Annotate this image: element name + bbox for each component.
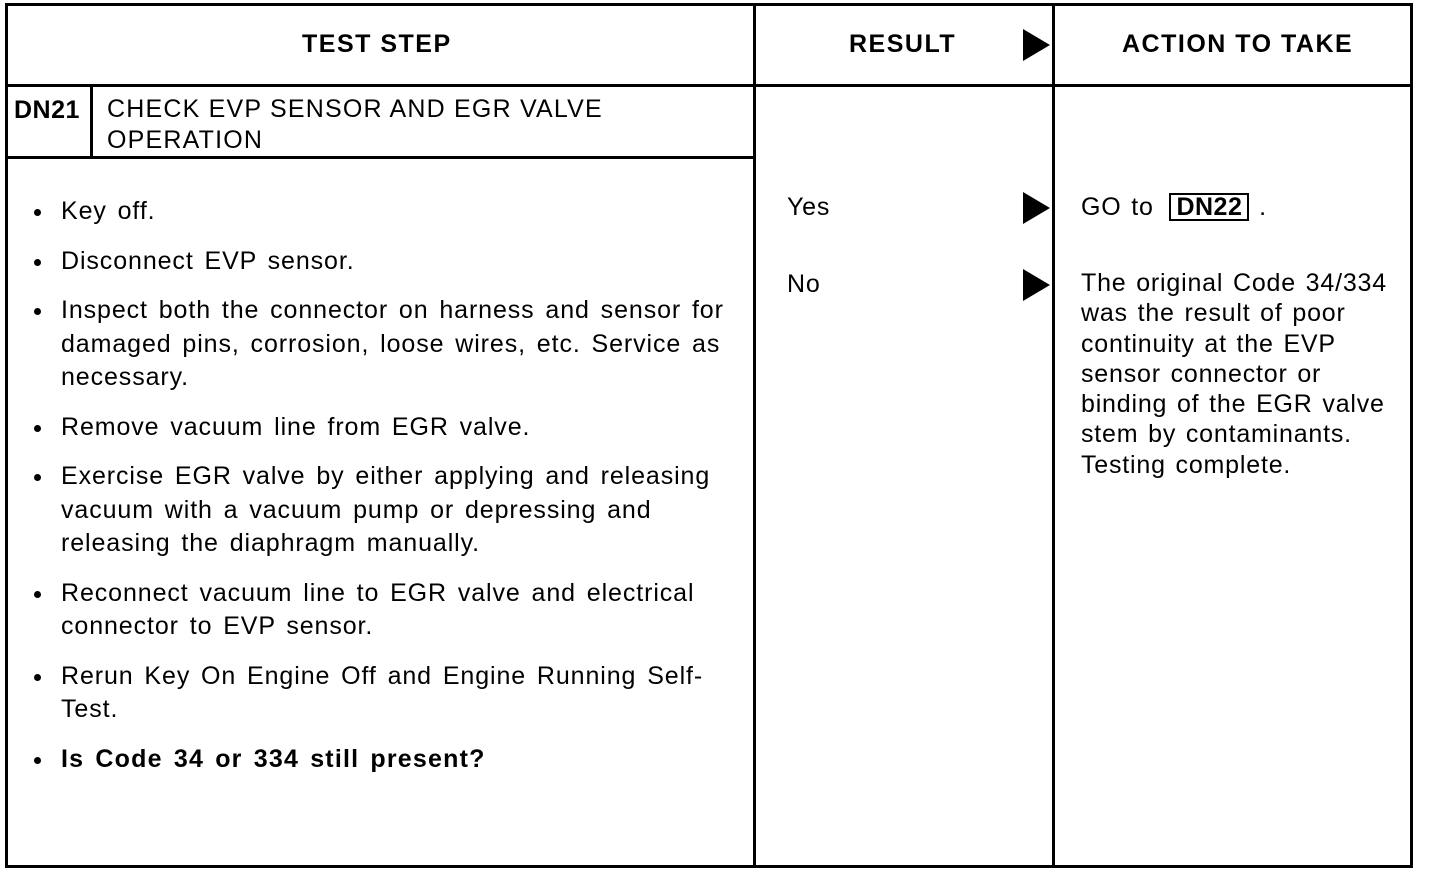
step-title: CHECK EVP SENSOR AND EGR VALVE OPERATION bbox=[107, 95, 603, 154]
list-item: Reconnect vacuum line to EGR valve and electrical connector to EVP sensor. bbox=[30, 577, 730, 644]
header-result: RESULT bbox=[849, 30, 957, 58]
list-item: Key off. bbox=[30, 195, 730, 229]
step-id-divider bbox=[90, 84, 93, 159]
result-yes: Yes bbox=[787, 193, 831, 221]
action-no: The original Code 34/334 was the result of poor continuity at the EVP sensor connector or binding of the EGR valve stem by contaminants. Testing complete. bbox=[1081, 269, 1387, 479]
header-action: ACTION TO TAKE bbox=[1122, 30, 1354, 58]
list-item: Inspect both the connector on harness and sensor for damaged pins, corrosion, loose wires, etc. Service as necessary. bbox=[30, 294, 730, 395]
header-arrow-icon bbox=[1023, 29, 1050, 61]
result-no: No bbox=[787, 270, 821, 298]
column-divider-test-result bbox=[753, 3, 756, 868]
result-yes-arrow-icon bbox=[1023, 192, 1050, 224]
action-yes-prefix: GO to bbox=[1081, 193, 1154, 221]
header-test-step: TEST STEP bbox=[302, 30, 452, 58]
step-instructions bbox=[30, 195, 730, 792]
question-item: Is Code 34 or 334 still present? bbox=[30, 743, 730, 777]
step-title-divider bbox=[5, 156, 756, 159]
step-id: DN21 bbox=[14, 96, 80, 124]
list-item: Rerun Key On Engine Off and Engine Running Self-Test. bbox=[30, 660, 730, 727]
list-item: Exercise EGR valve by either applying and releasing vacuum with a vacuum pump or depressing and releasing the diaphragm manually. bbox=[30, 460, 730, 561]
list-item: Disconnect EVP sensor. bbox=[30, 245, 730, 279]
action-yes-suffix: . bbox=[1259, 193, 1267, 221]
column-divider-result-action bbox=[1052, 3, 1055, 868]
action-yes bbox=[1081, 192, 1401, 222]
header-divider bbox=[5, 84, 1413, 87]
step-reference-link[interactable]: DN22 bbox=[1169, 193, 1249, 221]
list-item: Remove vacuum line from EGR valve. bbox=[30, 411, 730, 445]
result-no-arrow-icon bbox=[1023, 269, 1050, 301]
